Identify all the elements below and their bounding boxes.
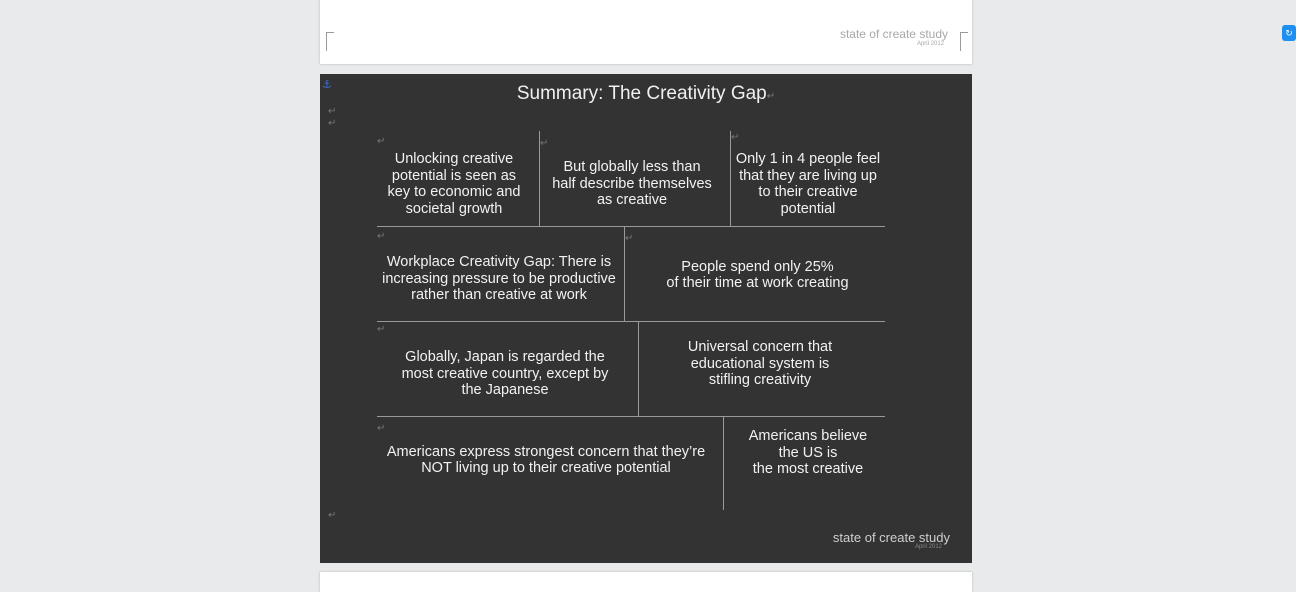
summary-cell — [382, 144, 526, 224]
paragraph-mark-icon: ↵ — [328, 510, 337, 521]
paragraph-mark-icon: ↵ — [328, 106, 337, 117]
summary-cell-text: Workplace Creativity Gap: There is increasing pressure to be productive rather than creative at work — [382, 254, 616, 304]
next-page — [320, 572, 972, 592]
paragraph-mark-icon: ↵ — [377, 231, 386, 242]
header-brand-text: state of create study — [839, 27, 948, 41]
crop-mark-left — [326, 32, 334, 51]
grid-divider — [377, 226, 885, 227]
crop-mark-right — [960, 32, 968, 51]
paragraph-mark-icon: ↵ — [377, 423, 386, 434]
anchor-icon[interactable]: ⚓ — [322, 79, 332, 91]
slide-footer-brand — [832, 530, 950, 550]
summary-cell — [396, 334, 614, 414]
summary-cell — [552, 144, 712, 224]
paragraph-mark-icon: ↵ — [377, 136, 386, 147]
summary-cell — [630, 239, 885, 311]
paragraph-mark-icon: ↵ — [625, 233, 634, 244]
header-date-text: April 2012 — [916, 41, 944, 47]
summary-cell — [378, 239, 620, 319]
grid-divider — [638, 321, 639, 416]
paragraph-mark-icon: ↵ — [377, 324, 386, 335]
paragraph-mark-icon: ↵ — [731, 132, 740, 143]
paragraph-mark-icon: ↵ — [328, 118, 337, 129]
grid-divider — [377, 321, 885, 322]
slide-title — [320, 83, 972, 105]
sidebar-toggle-icon[interactable]: ↻ — [1282, 25, 1296, 41]
summary-cell — [680, 324, 840, 404]
summary-cell — [735, 144, 881, 224]
grid-divider — [377, 416, 885, 417]
slide-title-text: Summary: The Creativity Gap — [516, 83, 767, 104]
summary-slide[interactable] — [320, 74, 972, 563]
footer-brand-text: state of create study — [832, 530, 950, 545]
summary-cell-text: Unlocking creative potential is seen as key to economic and societal growth — [387, 151, 521, 217]
summary-cell-text: Universal concern that educational system is stifling creativity — [687, 339, 833, 389]
summary-cell-text: Americans express strongest concern that they’re NOT living up to their creative potential — [386, 443, 706, 476]
paragraph-mark-icon: ↵ — [766, 91, 776, 102]
page-header-brand — [840, 28, 948, 48]
summary-cell-text: the US is — [778, 444, 838, 461]
summary-cell-text: But globally less than half describe themselves as creative — [552, 159, 712, 209]
summary-cell-text: of their time at work creating — [666, 275, 849, 291]
summary-cell-text: Americans believe — [748, 428, 868, 445]
summary-cell-text: the most creative — [752, 461, 864, 478]
summary-cell — [730, 420, 886, 486]
summary-cell — [382, 424, 710, 496]
summary-cell-text: Only 1 in 4 people feel that they are living up to their creative potential — [735, 151, 881, 217]
summary-cell-text: People spend only 25% — [681, 258, 834, 275]
paragraph-mark-icon: ↵ — [540, 138, 549, 149]
summary-cell-text: Globally, Japan is regarded the most creative country, except by the Japanese — [401, 349, 609, 399]
grid-divider — [730, 131, 731, 226]
footer-date-text: April 2012 — [914, 544, 942, 550]
grid-divider — [723, 416, 724, 510]
previous-page — [320, 0, 972, 64]
